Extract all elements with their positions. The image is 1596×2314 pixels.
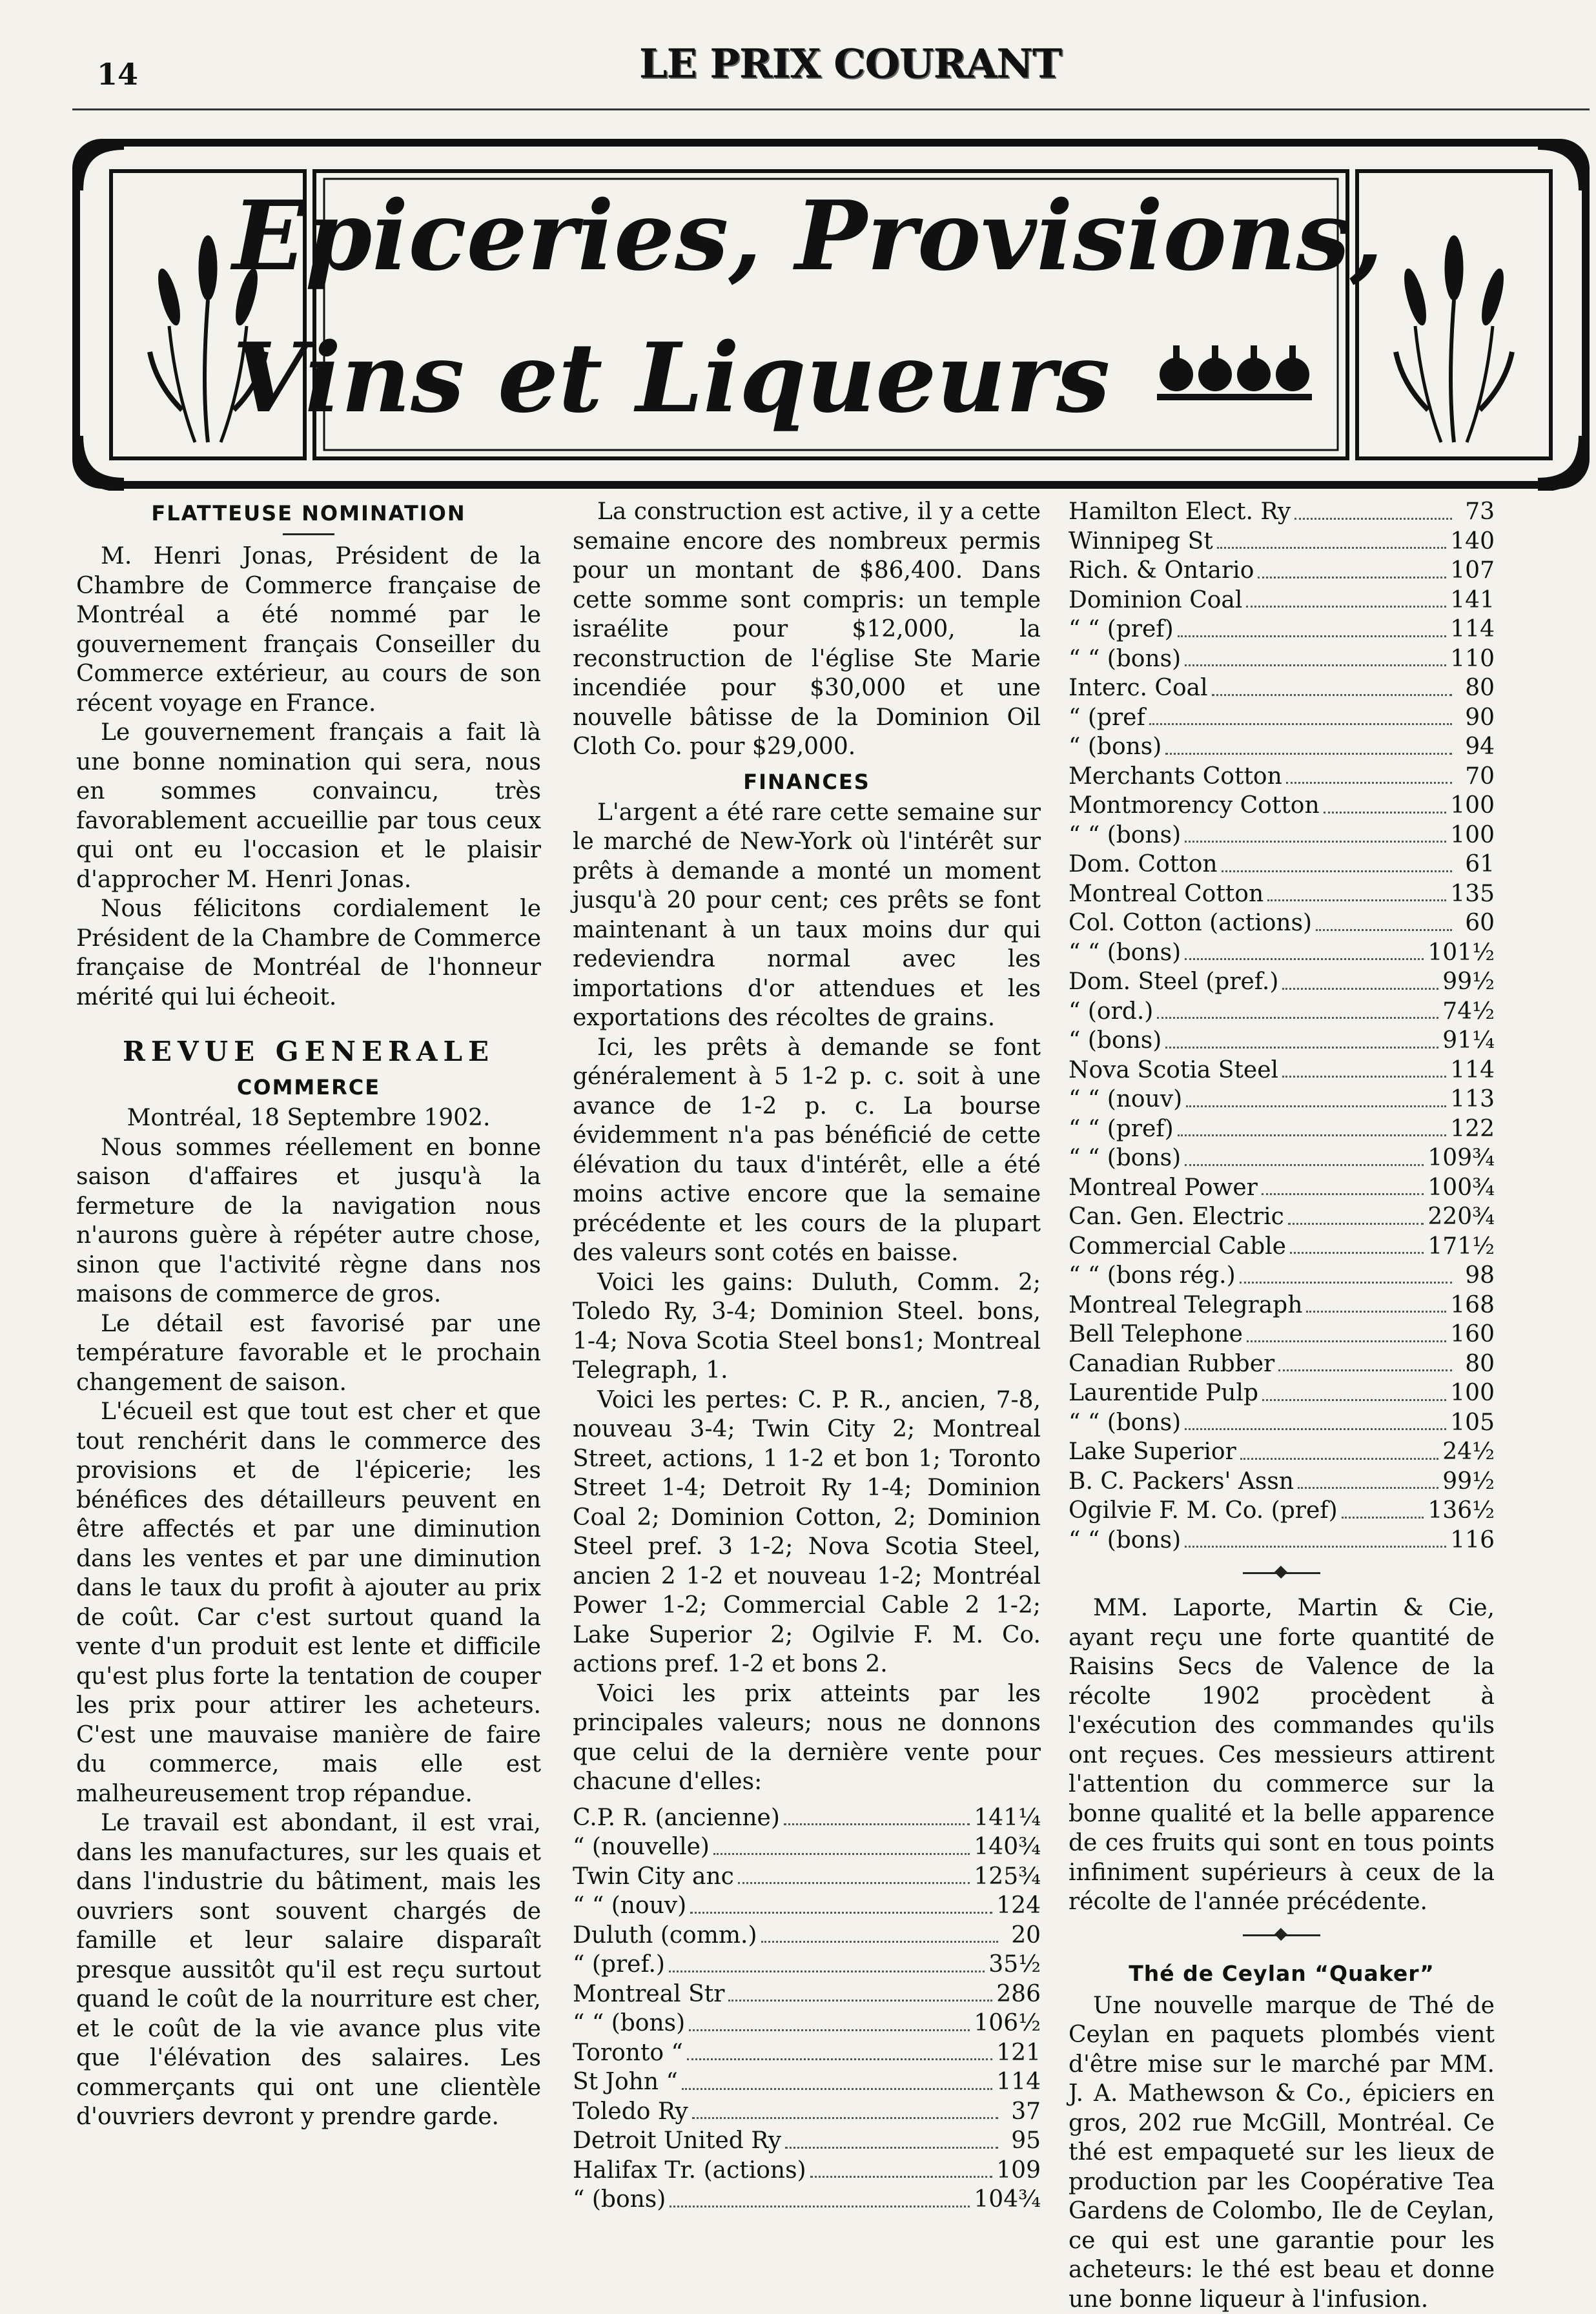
price-row bbox=[573, 1832, 1041, 1862]
price-value: 141¼ bbox=[974, 1803, 1041, 1833]
price-name: Interc. Coal bbox=[1069, 673, 1208, 703]
price-row bbox=[1069, 762, 1495, 792]
price-row bbox=[573, 2126, 1041, 2156]
price-row bbox=[1069, 1408, 1495, 1438]
dot-leader bbox=[1222, 870, 1452, 872]
dot-leader bbox=[1290, 1252, 1424, 1254]
price-row bbox=[1069, 497, 1495, 527]
price-row bbox=[1069, 967, 1495, 997]
price-row bbox=[1069, 703, 1495, 733]
price-name: “ (pref bbox=[1069, 703, 1145, 733]
price-value: 100 bbox=[1450, 1378, 1495, 1408]
price-row bbox=[573, 1862, 1041, 1892]
price-name: Detroit United Ry bbox=[573, 2126, 781, 2156]
price-row bbox=[1069, 1378, 1495, 1408]
price-row bbox=[1069, 1437, 1495, 1467]
dot-leader bbox=[713, 1853, 970, 1855]
price-row bbox=[1069, 1173, 1495, 1203]
price-value: 286 bbox=[996, 1980, 1041, 2009]
price-name: “ “ (pref) bbox=[1069, 615, 1174, 644]
dot-leader bbox=[1185, 664, 1446, 666]
dot-leader bbox=[1178, 635, 1447, 637]
price-name: Montreal Telegraph bbox=[1069, 1291, 1302, 1320]
column-1 bbox=[76, 497, 541, 2132]
price-value: 125¾ bbox=[974, 1862, 1041, 1892]
price-value: 141 bbox=[1450, 586, 1495, 615]
price-name: “ “ (bons rég.) bbox=[1069, 1261, 1236, 1291]
banner-title bbox=[232, 174, 1285, 471]
price-value: 113 bbox=[1450, 1085, 1495, 1114]
price-name: “ “ (bons) bbox=[1069, 1526, 1181, 1555]
price-value: 100 bbox=[1450, 821, 1495, 850]
price-name: Can. Gen. Electric bbox=[1069, 1202, 1284, 1232]
paragraph: Le gouvernement français a fait là une bonne nomination qui sera, nous en sommes convaincu, très favorablement accueillie par tous ceux qui ont eu l'occasion et le plaisir d'approcher M. Henri Jonas. bbox=[76, 718, 541, 894]
paragraph: Voici les gains: Duluth, Comm. 2; Toledo Ry, 3-4; Dominion Steel. bons, 1-4; Nova Scotia Steel bons1; Montreal Telegraph, 1. bbox=[573, 1268, 1041, 1386]
price-value: 90 bbox=[1456, 703, 1495, 733]
price-row bbox=[1069, 1320, 1495, 1349]
price-name: Halifax Tr. (actions) bbox=[573, 2156, 806, 2186]
price-value: 99½ bbox=[1442, 967, 1495, 997]
dot-leader bbox=[690, 1912, 992, 1914]
price-row bbox=[1069, 850, 1495, 879]
price-value: 160 bbox=[1450, 1320, 1495, 1349]
price-row bbox=[573, 2097, 1041, 2127]
dot-leader bbox=[687, 2058, 992, 2060]
paragraph: L'argent a été rare cette semaine sur le marché de New-York où l'intérêt sur prêts à demande a monté un moment jusqu'à 20 pour cent; ces prêts se font maintenant à un taux moins dur qui redeviendra normal avec les importations d'or attendues et les exportations des récoltes de grains. bbox=[573, 798, 1041, 1033]
masthead-logo bbox=[639, 40, 956, 98]
dot-leader bbox=[1149, 723, 1452, 725]
price-name: Montmorency Cotton bbox=[1069, 791, 1320, 821]
price-value: 20 bbox=[1002, 1921, 1041, 1951]
price-value: 100 bbox=[1450, 791, 1495, 821]
price-name: “ (nouvelle) bbox=[573, 1832, 710, 1862]
masthead-text: LE PRIX COURANT bbox=[639, 40, 956, 87]
price-list-col3 bbox=[1069, 497, 1495, 1555]
price-value: 60 bbox=[1456, 908, 1495, 938]
dot-leader bbox=[728, 2000, 992, 2002]
price-value: 105 bbox=[1450, 1408, 1495, 1438]
dot-leader bbox=[1278, 1369, 1452, 1371]
paragraph: Nous sommes réellement en bonne saison d'affaires et jusqu'à la fermeture de la navigation nous n'aurons guère à répéter autre chose, sinon que l'activité règne dans nos maisons de commerce de gros. bbox=[76, 1133, 541, 1309]
price-name: Laurentide Pulp bbox=[1069, 1378, 1258, 1408]
dot-leader bbox=[669, 1971, 985, 1972]
price-value: 101½ bbox=[1427, 938, 1495, 968]
dot-leader bbox=[1185, 841, 1446, 843]
heading-flatteuse-nomination: FLATTEUSE NOMINATION bbox=[76, 497, 541, 529]
heading-the-de-ceylan: Thé de Ceylan “Quaker” bbox=[1069, 1956, 1495, 1991]
price-value: 140¾ bbox=[974, 1832, 1041, 1862]
price-value: 100¾ bbox=[1427, 1173, 1495, 1203]
price-row bbox=[573, 1980, 1041, 2009]
divider bbox=[283, 533, 334, 535]
price-row bbox=[1069, 1467, 1495, 1497]
price-value: 109 bbox=[996, 2156, 1041, 2186]
price-name: “ “ (bons) bbox=[1069, 644, 1181, 674]
price-row bbox=[1069, 1349, 1495, 1379]
price-row bbox=[1069, 1232, 1495, 1262]
price-value: 110 bbox=[1450, 644, 1495, 674]
dot-leader bbox=[1185, 958, 1424, 960]
paragraph: Voici les prix atteints par les principales valeurs; nous ne donnons que celui de la dernière vente pour chacune d'elles: bbox=[573, 1679, 1041, 1797]
price-name: “ (bons) bbox=[1069, 1026, 1161, 1056]
price-row bbox=[1069, 556, 1495, 586]
price-value: 114 bbox=[996, 2067, 1041, 2097]
dot-leader bbox=[738, 1882, 970, 1884]
price-name: Ogilvie F. M. Co. (pref) bbox=[1069, 1496, 1338, 1526]
price-name: “ “ (bons) bbox=[573, 2009, 685, 2038]
price-row bbox=[1069, 527, 1495, 557]
paragraph: Voici les pertes: C. P. R., ancien, 7-8, nouveau 3-4; Twin City 2; Montreal Street, actions, 1 1-2 et bon 1; Toronto Street 1-4; Detroit Ry 1-4; Dominion Coal 2; Dominion Cotton, 2; Dominion Steel pref. 3 1-2; Nova Scotia Steel, ancien 2 1-2 et nouveau 1-2; Montréal Power 1-2; Commercial Cable 2 1-2; Lake Superior 2; Ogilvie F. M. Co. actions pref. 1-2 et bons 2. bbox=[573, 1386, 1041, 1679]
price-value: 124 bbox=[996, 1891, 1041, 1921]
dot-leader bbox=[810, 2176, 993, 2178]
price-name: “ “ (nouv) bbox=[1069, 1085, 1182, 1114]
banner-title-line2: Vins et Liqueurs bbox=[232, 316, 1110, 439]
price-name: “ (bons) bbox=[1069, 732, 1161, 762]
page-number: 14 bbox=[97, 57, 138, 92]
note-the-ceylan bbox=[1069, 1991, 1495, 2314]
price-value: 80 bbox=[1456, 1349, 1495, 1379]
dot-leader bbox=[1247, 1340, 1446, 1342]
dot-leader bbox=[1185, 1164, 1424, 1166]
price-name: Montreal Power bbox=[1069, 1173, 1258, 1203]
price-name: Twin City anc bbox=[573, 1862, 734, 1892]
price-value: 122 bbox=[1450, 1114, 1495, 1144]
price-row bbox=[573, 1803, 1041, 1833]
price-row bbox=[1069, 1085, 1495, 1114]
price-value: 114 bbox=[1450, 615, 1495, 644]
dot-leader bbox=[1186, 1105, 1446, 1107]
price-list-col2 bbox=[573, 1803, 1041, 2215]
dot-leader bbox=[1240, 1282, 1452, 1284]
dot-leader bbox=[1282, 988, 1438, 990]
dot-leader bbox=[1185, 1428, 1446, 1430]
column-2 bbox=[573, 497, 1041, 2215]
price-row bbox=[1069, 1526, 1495, 1555]
price-row bbox=[1069, 938, 1495, 968]
heading-commerce: COMMERCE bbox=[76, 1071, 541, 1103]
price-name: Dom. Steel (pref.) bbox=[1069, 967, 1278, 997]
price-row bbox=[1069, 615, 1495, 644]
price-row bbox=[573, 1950, 1041, 1980]
price-name: Rich. & Ontario bbox=[1069, 556, 1254, 586]
price-name: Hamilton Elect. Ry bbox=[1069, 497, 1291, 527]
price-row bbox=[1069, 1026, 1495, 1056]
wheat-icon-right bbox=[1396, 236, 1512, 442]
price-name: “ “ (nouv) bbox=[573, 1891, 686, 1921]
price-name: “ (ord.) bbox=[1069, 997, 1153, 1027]
dot-leader bbox=[1286, 782, 1452, 784]
price-name: Col. Cotton (actions) bbox=[1069, 908, 1312, 938]
price-value: 168 bbox=[1450, 1291, 1495, 1320]
price-value: 104¾ bbox=[974, 2185, 1041, 2215]
price-name: Commercial Cable bbox=[1069, 1232, 1286, 1262]
price-name: “ (pref.) bbox=[573, 1950, 665, 1980]
price-value: 114 bbox=[1450, 1056, 1495, 1085]
dot-leader bbox=[689, 2029, 970, 2031]
dot-leader bbox=[1306, 1311, 1446, 1313]
price-value: 74½ bbox=[1442, 997, 1495, 1027]
price-value: 73 bbox=[1456, 497, 1495, 527]
price-row bbox=[1069, 1114, 1495, 1144]
price-row bbox=[573, 2009, 1041, 2038]
price-row bbox=[1069, 908, 1495, 938]
price-row bbox=[1069, 821, 1495, 850]
paragraph: Le détail est favorisé par une température favorable et le prochain changement de saison. bbox=[76, 1309, 541, 1398]
price-row bbox=[1069, 732, 1495, 762]
heading-finances: FINANCES bbox=[573, 766, 1041, 798]
price-name: “ “ (bons) bbox=[1069, 938, 1181, 968]
dot-leader bbox=[1267, 899, 1446, 901]
paragraph: Ici, les prêts à demande se font généralement à 5 1-2 p. c. soit à une avance de 1-2 p. c. La bourse évidemment n'a pas bénéficié de cette élévation du taux d'intérêt, elle a été moins active encore que la semaine précédente et les cours de la plupart des valeurs sont cotés en baisse. bbox=[573, 1033, 1041, 1268]
dot-leader bbox=[1246, 606, 1446, 608]
price-name: Canadian Rubber bbox=[1069, 1349, 1274, 1379]
price-value: 95 bbox=[1002, 2126, 1041, 2156]
price-value: 106½ bbox=[974, 2009, 1041, 2038]
price-value: 109¾ bbox=[1427, 1143, 1495, 1173]
price-name: Toledo Ry bbox=[573, 2097, 688, 2127]
header-rule bbox=[72, 108, 1590, 110]
price-value: 80 bbox=[1456, 673, 1495, 703]
dot-leader bbox=[1185, 1546, 1446, 1548]
price-row bbox=[1069, 879, 1495, 909]
paragraph: M. Henri Jonas, Président de la Chambre de Commerce française de Montréal a été nommé par le gouvernement français Conseiller du Commerce extérieur, au cours de son récent voyage en France. bbox=[76, 542, 541, 718]
price-value: 121 bbox=[996, 2038, 1041, 2068]
ornamental-separator bbox=[1243, 1929, 1320, 1941]
price-row bbox=[1069, 1291, 1495, 1320]
price-row bbox=[573, 1921, 1041, 1951]
price-name: Lake Superior bbox=[1069, 1437, 1236, 1467]
price-name: Nova Scotia Steel bbox=[1069, 1056, 1278, 1085]
dot-leader bbox=[1298, 1487, 1438, 1489]
price-row bbox=[1069, 1496, 1495, 1526]
price-name: Montreal Str bbox=[573, 1980, 724, 2009]
dot-leader bbox=[682, 2088, 992, 2090]
price-row bbox=[1069, 1202, 1495, 1232]
price-name: C.P. R. (ancienne) bbox=[573, 1803, 780, 1833]
paragraph: L'écueil est que tout est cher et que tout renchérit dans le commerce des provisions et de l'épicerie; les bénéfices des détailleurs peuvent en être affectés et par une diminution dans les ventes et par une diminution dans le taux du profit à ajouter au prix de coût. Car c'est surtout quand la vente d'un produit est lente et difficile qu'est plus forte la tentation de couper les prix pour attirer les acheteurs. C'est une mauvaise manière de faire du commerce, mais elle est malheureusement trop répandue. bbox=[76, 1397, 541, 1808]
price-row bbox=[573, 2156, 1041, 2186]
banner-title-line1: Epiceries, Provisions, bbox=[232, 174, 1383, 297]
price-value: 136½ bbox=[1427, 1496, 1495, 1526]
price-row bbox=[573, 2185, 1041, 2215]
price-value: 171½ bbox=[1427, 1232, 1495, 1262]
dot-leader bbox=[1282, 1076, 1446, 1078]
note-laporte-martin bbox=[1069, 1593, 1495, 1917]
dot-leader bbox=[670, 2206, 970, 2207]
price-name: Bell Telephone bbox=[1069, 1320, 1243, 1349]
paragraph: La construction est active, il y a cette semaine encore des nombreux permis pour un montant de $86,400. Dans cette somme sont compris: un temple israélite pour $12,000, la reconstruction de l'église Ste Marie incendiée pour $30,000 et une nouvelle bâtisse de la Dominion Oil Cloth Co. pour $29,000. bbox=[573, 497, 1041, 762]
price-value: 37 bbox=[1002, 2097, 1041, 2127]
price-name: “ (bons) bbox=[573, 2185, 666, 2215]
price-row bbox=[1069, 586, 1495, 615]
dot-leader bbox=[1217, 547, 1447, 549]
dot-leader bbox=[761, 1941, 999, 1943]
price-value: 116 bbox=[1450, 1526, 1495, 1555]
price-value: 61 bbox=[1456, 850, 1495, 879]
price-value: 24½ bbox=[1442, 1437, 1495, 1467]
dot-leader bbox=[1316, 929, 1452, 931]
price-row bbox=[573, 1891, 1041, 1921]
price-value: 99½ bbox=[1442, 1467, 1495, 1497]
price-row bbox=[1069, 997, 1495, 1027]
price-row bbox=[1069, 791, 1495, 821]
dot-leader bbox=[1262, 1193, 1424, 1195]
price-value: 94 bbox=[1456, 732, 1495, 762]
dot-leader bbox=[1212, 694, 1452, 696]
price-row bbox=[573, 2038, 1041, 2068]
dot-leader bbox=[1324, 812, 1447, 814]
price-value: 70 bbox=[1456, 762, 1495, 792]
price-name: “ “ (bons) bbox=[1069, 1143, 1181, 1173]
dot-leader bbox=[784, 1823, 970, 1825]
paragraph: Une nouvelle marque de Thé de Ceylan en paquets plombés vient d'être mise sur le marché par MM. J. A. Mathewson & Co., épiciers en gros, 202 rue McGill, Montréal. Ce thé est empaqueté sur les lieux de production par les Coopérative Tea Gardens de Colombo, Ile de Ceylan, ce qui est une garantie pour les acheteurs: le thé est beau et donne une bonne liqueur à l'infusion. bbox=[1069, 1991, 1495, 2314]
price-row bbox=[1069, 1056, 1495, 1085]
ornamental-separator bbox=[1243, 1566, 1320, 1579]
price-row bbox=[1069, 1261, 1495, 1291]
price-name: “ “ (bons) bbox=[1069, 1408, 1181, 1438]
price-name: Merchants Cotton bbox=[1069, 762, 1282, 792]
price-row bbox=[573, 2067, 1041, 2097]
dot-leader bbox=[1262, 1399, 1446, 1401]
price-value: 140 bbox=[1450, 527, 1495, 557]
dot-leader bbox=[785, 2147, 998, 2149]
price-row bbox=[1069, 673, 1495, 703]
price-name: Toronto “ bbox=[573, 2038, 683, 2068]
price-name: B. C. Packers' Assn bbox=[1069, 1467, 1294, 1497]
paragraph: MM. Laporte, Martin & Cie, ayant reçu une forte quantité de Raisins Secs de Valence de la récolte 1902 procèdent à l'exécution des commandes qu'ils ont reçues. Ces messieurs attirent l'attention du commerce sur la bonne qualité et la belle apparence de ces fruits qui sont en tous points infiniment supérieurs à ceux de la récolte de l'année précédente. bbox=[1069, 1593, 1495, 1917]
price-name: “ “ (pref) bbox=[1069, 1114, 1174, 1144]
dot-leader bbox=[1165, 1047, 1438, 1049]
price-name: St John “ bbox=[573, 2067, 678, 2097]
price-value: 135 bbox=[1450, 879, 1495, 909]
price-name: Montreal Cotton bbox=[1069, 879, 1264, 909]
column-3 bbox=[1069, 497, 1495, 2314]
dot-leader bbox=[1240, 1458, 1439, 1460]
dot-leader bbox=[1157, 1017, 1438, 1019]
heading-revue-generale: REVUE GENERALE bbox=[76, 1032, 541, 1071]
price-name: “ “ (bons) bbox=[1069, 821, 1181, 850]
dot-leader bbox=[692, 2117, 998, 2119]
price-value: 220¾ bbox=[1427, 1202, 1495, 1232]
dot-leader bbox=[1342, 1517, 1424, 1519]
dateline: Montréal, 18 Septembre 1902. bbox=[76, 1103, 541, 1133]
price-name: Dominion Coal bbox=[1069, 586, 1242, 615]
dot-leader bbox=[1165, 753, 1452, 755]
price-value: 107 bbox=[1450, 556, 1495, 586]
price-row bbox=[1069, 644, 1495, 674]
dot-leader bbox=[1258, 577, 1446, 578]
dot-leader bbox=[1178, 1134, 1447, 1136]
price-value: 35½ bbox=[988, 1950, 1041, 1980]
paragraph: Le travail est abondant, il est vrai, dans les manufactures, sur les quais et dans l'industrie du bâtiment, mais les ouvriers sont souvent chargés de famille et leur salaire disparaît presque aussitôt qu'il est reçu surtout quand le coût de la nourriture est cher, et le coût de la vie avance plus vite que l'élévation des salaires. Les commerçants qui ont une clientèle d'ouvriers devront y prendre garde. bbox=[76, 1808, 541, 2132]
price-row bbox=[1069, 1143, 1495, 1173]
price-name: Dom. Cotton bbox=[1069, 850, 1218, 879]
dot-leader bbox=[1288, 1223, 1424, 1225]
price-value: 91¼ bbox=[1442, 1026, 1495, 1056]
price-name: Duluth (comm.) bbox=[573, 1921, 757, 1951]
price-name: Winnipeg St bbox=[1069, 527, 1213, 557]
paragraph: Nous félicitons cordialement le Président de la Chambre de Commerce française de Montréal de l'honneur mérité qui lui écheoit. bbox=[76, 894, 541, 1012]
dot-leader bbox=[1294, 518, 1452, 520]
price-value: 98 bbox=[1456, 1261, 1495, 1291]
